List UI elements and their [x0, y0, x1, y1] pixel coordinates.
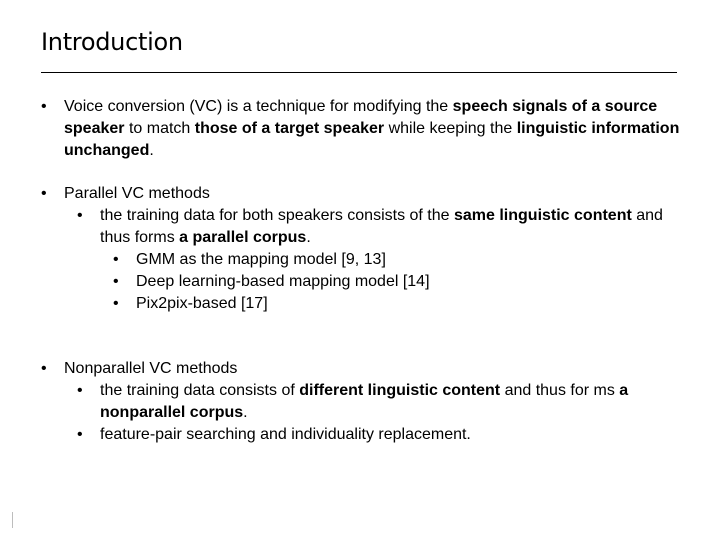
parallel-bold-1: same linguistic content [453, 207, 632, 224]
nonparallel-text-3: . [243, 404, 248, 421]
bullet-nonparallel-vc [40, 358, 680, 380]
nonparallel-bold-1: different linguistic content [299, 382, 501, 399]
nonparallel-bold-2: a nonparallel corpus [100, 382, 629, 421]
bullet-nonparallel-training-data [40, 380, 680, 424]
model-text: Pix2pix-based [17] [136, 295, 268, 312]
bullet-icon: • [41, 185, 47, 202]
model-text: Deep learning-based mapping model [14] [136, 273, 430, 290]
bullet-icon: • [77, 207, 83, 224]
bullet-model-pix2pix [40, 293, 680, 315]
parallel-bold-2: a parallel corpus [179, 229, 307, 246]
vc-definition-text-1: Voice conversion (VC) is a technique for modifying the [64, 98, 453, 115]
bullet-icon: • [77, 426, 83, 443]
nonparallel-text-1: the training data consists of [100, 382, 300, 399]
vc-definition-bold-2: those of a target speaker [194, 120, 385, 137]
parallel-text-2: and thus forms [100, 207, 663, 246]
model-text: GMM as the mapping model [9, 13] [136, 251, 386, 268]
bullet-vc-definition [40, 96, 680, 162]
bullet-model-deep-learning [40, 271, 680, 293]
vc-definition-text-3: while keeping the [384, 120, 517, 137]
bullet-icon: • [77, 382, 83, 399]
vc-definition-bold-1: speech signals of a source speaker [64, 98, 658, 137]
spacer [40, 315, 680, 358]
bullet-icon: • [41, 98, 47, 115]
vc-definition-bold-3: linguistic information unchanged [64, 120, 680, 159]
parallel-vc-label: Parallel VC methods [64, 185, 210, 202]
bullet-icon: • [41, 360, 47, 377]
bullet-parallel-training-data [40, 205, 680, 249]
parallel-text-3: . [306, 229, 311, 246]
bullet-icon: • [113, 273, 119, 290]
slide-content [40, 96, 680, 446]
bullet-feature-pair-search [40, 424, 680, 446]
title-divider [41, 72, 677, 73]
bullet-icon: • [113, 295, 119, 312]
vc-definition-text-4: . [149, 142, 154, 159]
spacer [40, 162, 680, 183]
bullet-icon: • [113, 251, 119, 268]
vc-definition-text-2: to match [124, 120, 195, 137]
nonparallel-vc-label: Nonparallel VC methods [64, 360, 238, 377]
bullet-parallel-vc [40, 183, 680, 205]
nonparallel-text-2: and thus for ms [500, 382, 620, 399]
feature-pair-text: feature-pair searching and individuality replacement. [100, 426, 471, 443]
slide-title: Introduction [41, 28, 183, 56]
bullet-model-gmm [40, 249, 680, 271]
corner-mark [12, 512, 13, 528]
parallel-text-1: the training data for both speakers consists of the [100, 207, 454, 224]
